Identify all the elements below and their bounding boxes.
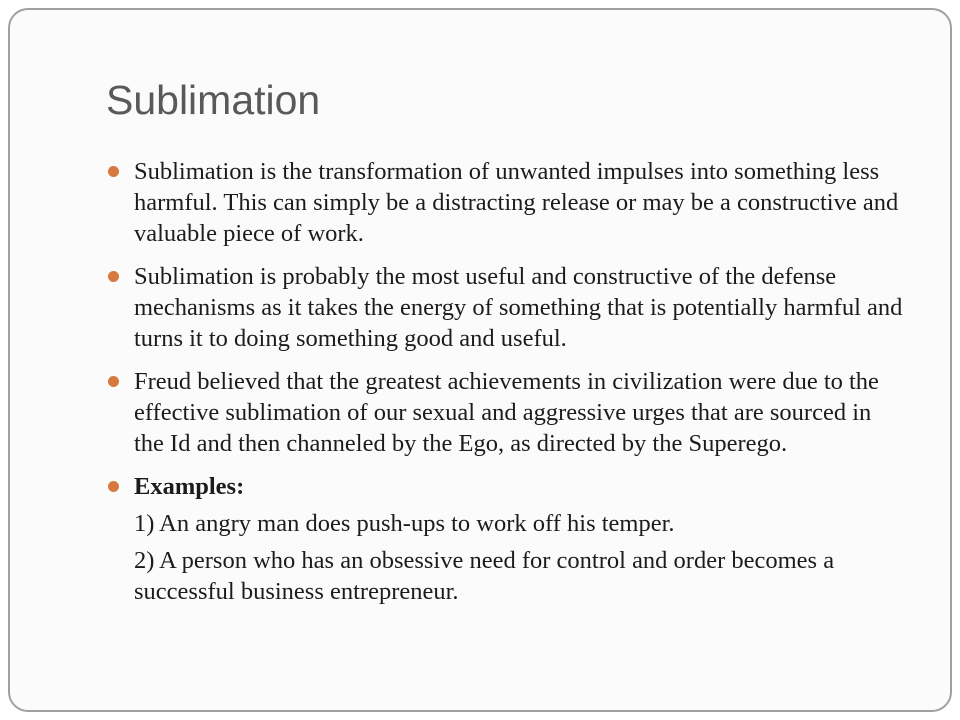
example-item-1 — [106, 508, 906, 539]
paragraph-text: Sublimation is the transformation of unwanted impulses into something less harmful. This can simply be a distracting release or may be a constructive and valuable piece of work. — [134, 158, 899, 247]
bullet-paragraph-usefulness — [106, 261, 906, 354]
paragraph-text: Sublimation is probably the most useful and constructive of the defense mechanisms as it takes the energy of something that is potentially harmful and turns it to doing something good and useful. — [134, 263, 903, 352]
bullet-dot-icon — [108, 271, 119, 282]
bullet-dot-icon — [108, 376, 119, 387]
paragraph-text: 1) An angry man does push-ups to work off his temper. — [134, 510, 675, 537]
bullet-paragraph-freud — [106, 366, 906, 459]
slide-title: Sublimation — [106, 77, 321, 123]
bullet-paragraph-definition — [106, 156, 906, 249]
paragraph-text: Freud believed that the greatest achievements in civilization were due to the effective sublimation of our sexual and aggressive urges that are sourced in the Id and then channeled by the Ego, as directed by the Superego. — [134, 368, 879, 457]
bullet-dot-icon — [108, 166, 119, 177]
bullet-dot-icon — [108, 481, 119, 492]
example-item-2 — [106, 545, 906, 607]
paragraph-text: 2) A person who has an obsessive need for control and order becomes a successful business entrepreneur. — [134, 547, 835, 605]
bullet-paragraph-examples-heading — [106, 471, 906, 502]
examples-heading: Examples: — [134, 473, 245, 500]
slide-body — [106, 156, 906, 613]
